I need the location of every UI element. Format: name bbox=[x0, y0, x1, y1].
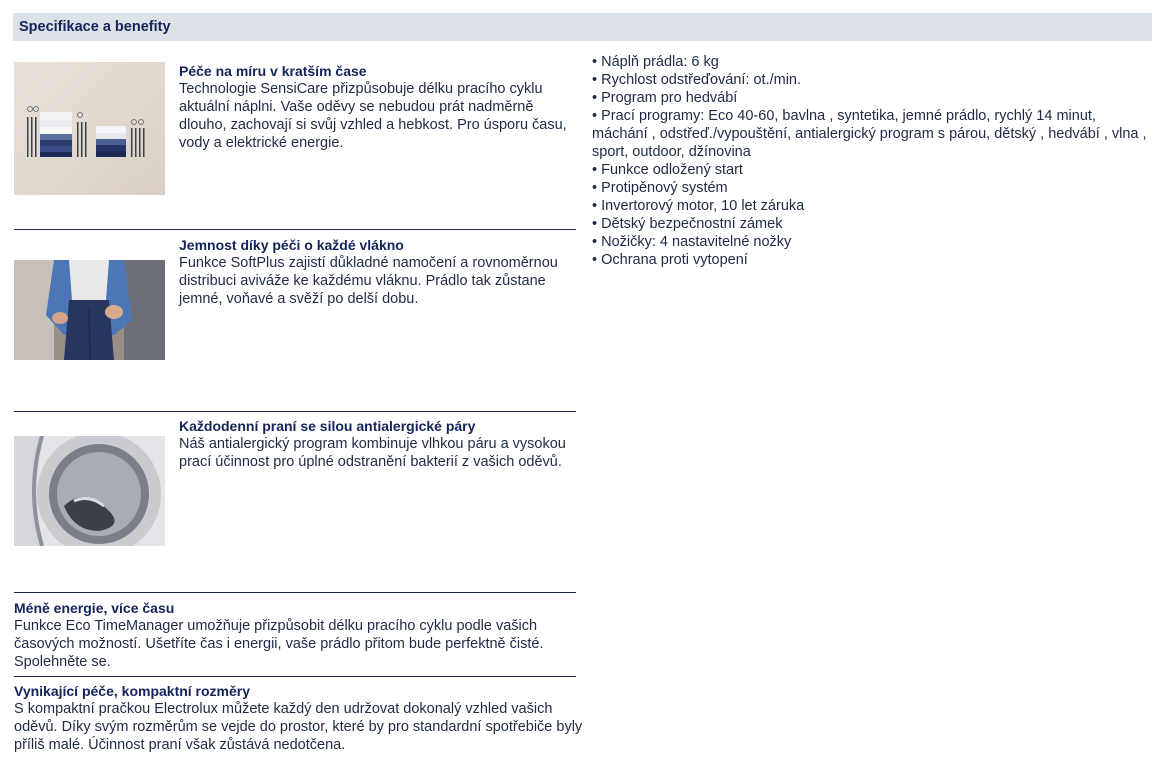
person-in-jeans-photo bbox=[14, 260, 165, 360]
feature-eco-timemanager bbox=[14, 599, 584, 671]
feature-sensicare bbox=[14, 62, 576, 197]
section-title: Specifikace a benefity bbox=[19, 19, 171, 35]
feature-compact bbox=[14, 682, 584, 754]
bullet-icon: • bbox=[592, 252, 598, 268]
feature-title: Péče na míru v kratším čase bbox=[179, 63, 367, 79]
spec-text: Rychlost odstřeďování: ot./min. bbox=[601, 72, 802, 88]
feature-steam bbox=[14, 417, 576, 552]
feature-text bbox=[179, 417, 574, 471]
bullet-icon: • bbox=[592, 216, 598, 232]
feature-softplus bbox=[14, 236, 576, 366]
feature-text bbox=[179, 236, 574, 308]
folded-clothes-illustration bbox=[14, 62, 165, 195]
bullet-icon: • bbox=[592, 108, 598, 124]
spec-item bbox=[592, 233, 1152, 251]
feature-title: Vynikající péče, kompaktní rozměry bbox=[14, 683, 251, 699]
feature-text bbox=[179, 62, 574, 152]
bullet-icon: • bbox=[592, 54, 598, 70]
feature-title: Každodenní praní se silou antialergické páry bbox=[179, 418, 476, 434]
spec-list bbox=[592, 53, 1152, 269]
washing-drum-photo bbox=[14, 436, 165, 546]
spec-text: Nožičky: 4 nastavitelné nožky bbox=[601, 234, 792, 250]
bullet-icon: • bbox=[592, 198, 598, 214]
spec-text: Náplň prádla: 6 kg bbox=[601, 54, 719, 70]
spec-item bbox=[592, 71, 1152, 89]
spec-item bbox=[592, 107, 1152, 161]
feature-body: S kompaktní pračkou Electrolux můžete každý den udržovat dokonalý vzhled vašich oděvů. Díky svým rozměrům se vejde do prostor, které by pro standardní spotřebiče byly příliš malé. Účinnost praní však zůstává nedotčena. bbox=[14, 701, 583, 753]
spec-item bbox=[592, 179, 1152, 197]
bullet-icon: • bbox=[592, 72, 598, 88]
spec-text: Prací programy: Eco 40-60, bavlna , syntetika, jemné prádlo, rychlý 14 minut, máchání , odstřeď./vypouštění, antialergický program s párou, dětský , hedvábí , vlna , sport, outdoor, džínovina bbox=[592, 108, 1147, 160]
bullet-icon: • bbox=[592, 180, 598, 196]
divider bbox=[14, 676, 576, 677]
softplus-image bbox=[14, 260, 165, 360]
divider bbox=[14, 592, 576, 593]
sensicare-image bbox=[14, 62, 165, 195]
feature-body: Technologie SensiCare přizpůsobuje délku pracího cyklu aktuální náplni. Vaše oděvy se nebudou prát nadměrně dlouho, zachovají si svůj vzhled a hebkost. Pro úsporu času, vody a elektrické energie. bbox=[179, 81, 567, 151]
spec-item bbox=[592, 53, 1152, 71]
bullet-icon: • bbox=[592, 162, 598, 178]
spec-item bbox=[592, 197, 1152, 215]
spec-text: Invertorový motor, 10 let záruka bbox=[601, 198, 805, 214]
section-header bbox=[13, 13, 1152, 41]
bullet-icon: • bbox=[592, 234, 598, 250]
spec-item bbox=[592, 251, 1152, 269]
bullet-icon: • bbox=[592, 90, 598, 106]
spec-text: Funkce odložený start bbox=[601, 162, 743, 178]
feature-body: Náš antialergický program kombinuje vlhkou páru a vysokou prací účinnost pro úplné odstranění bakterií z vašich oděvů. bbox=[179, 436, 566, 470]
feature-title: Jemnost díky péči o každé vlákno bbox=[179, 237, 404, 253]
spec-item bbox=[592, 215, 1152, 233]
spec-item bbox=[592, 161, 1152, 179]
feature-body: Funkce Eco TimeManager umožňuje přizpůsobit délku pracího cyklu podle vašich časových možností. Ušetříte čas i energii, vaše prádlo přitom bude perfektně čisté. Spolehněte se. bbox=[14, 618, 544, 670]
spec-text: Ochrana proti vytopení bbox=[601, 252, 748, 268]
divider bbox=[14, 229, 576, 230]
steam-drum-image bbox=[14, 436, 165, 546]
spec-text: Protipěnový systém bbox=[601, 180, 728, 196]
spec-item bbox=[592, 89, 1152, 107]
spec-text: Dětský bezpečnostní zámek bbox=[601, 216, 783, 232]
divider bbox=[14, 411, 576, 412]
feature-body: Funkce SoftPlus zajistí důkladné namočení a rovnoměrnou distribuci aviváže ke každému vláknu. Prádlo tak zůstane jemné, voňavé a svěží po delší dobu. bbox=[179, 255, 558, 307]
spec-text: Program pro hedvábí bbox=[601, 90, 738, 106]
feature-title: Méně energie, více času bbox=[14, 600, 175, 616]
